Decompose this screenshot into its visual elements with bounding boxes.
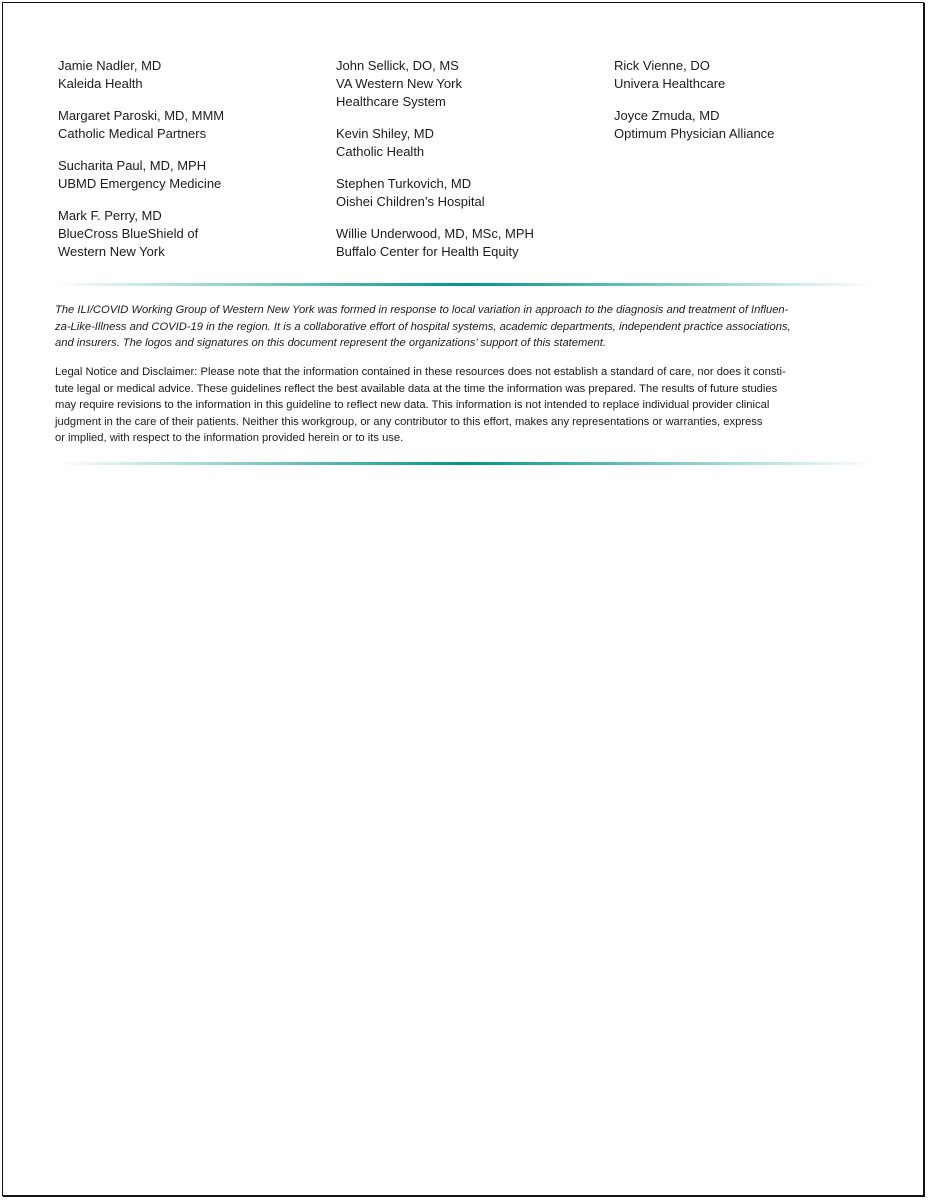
top-divider bbox=[55, 283, 875, 286]
member-entry: John Sellick, DO, MS VA Western New York Healthcare System bbox=[336, 58, 462, 109]
member-entry: Margaret Paroski, MD, MMM Catholic Medical Partners bbox=[58, 108, 225, 141]
member-entry: Stephen Turkovich, MD Oishei Children’s Hospital bbox=[336, 176, 485, 209]
member-entry: Mark F. Perry, MD BlueCross BlueShield of Western New York bbox=[58, 208, 199, 259]
member-entry: Kevin Shiley, MD Catholic Health bbox=[336, 126, 435, 159]
document-page bbox=[2, 2, 924, 1196]
working-group-statement: The ILI/COVID Working Group of Western New York was formed in response to local variation in approach to the diagnosis and treatment of Influen- za-Like-Illness and COVID-19 in the region. It is a collaborative effort of hospital systems, academic departments, independent practice associations, and insurers. The logos and signatures on this document represent the organizations’ support of this statement. bbox=[55, 304, 791, 350]
member-entry: Willie Underwood, MD, MSc, MPH Buffalo Center for Health Equity bbox=[336, 226, 534, 259]
legal-disclaimer: Legal Notice and Disclaimer: Please note that the information contained in these resources does not establish a standard of care, nor does it consti- tute legal or medical advice. These guidelines reflect the best available data at the time the information was prepared. The results of future studies may require revisions to the information in this guideline to reflect new data. This information is not intended to replace individual provider clinical judgment in the care of their patients. Neither this workgroup, or any contributor to this effort, makes any representations or warranties, express or implied, with respect to the information provided herein or to its use. bbox=[55, 366, 786, 445]
bottom-divider bbox=[55, 462, 875, 465]
member-entry: Jamie Nadler, MD Kaleida Health bbox=[58, 58, 162, 91]
member-entry: Rick Vienne, DO Univera Healthcare bbox=[614, 58, 726, 91]
members-column-3 bbox=[614, 57, 774, 157]
members-column-2 bbox=[336, 57, 534, 275]
members-column-1 bbox=[58, 57, 224, 275]
member-entry: Joyce Zmuda, MD Optimum Physician Alliance bbox=[614, 108, 775, 141]
member-entry: Sucharita Paul, MD, MPH UBMD Emergency Medicine bbox=[58, 158, 222, 191]
